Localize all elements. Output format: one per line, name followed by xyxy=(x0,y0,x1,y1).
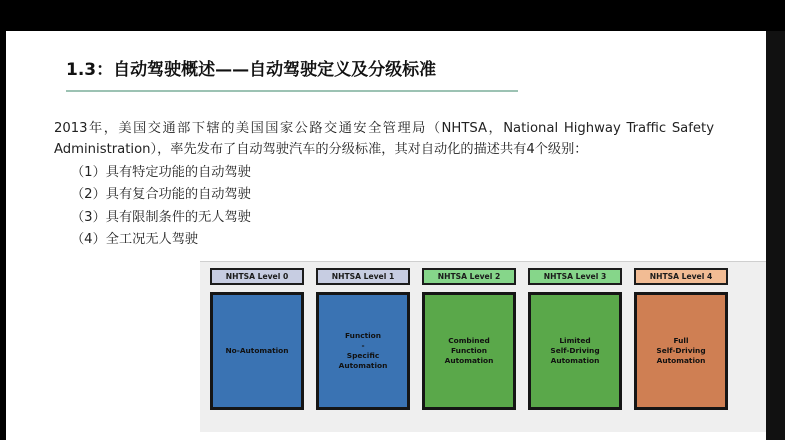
level-0-header: NHTSA Level 0 xyxy=(210,268,304,285)
level-3-header: NHTSA Level 3 xyxy=(528,268,622,285)
level-1-header: NHTSA Level 1 xyxy=(316,268,410,285)
level-1 xyxy=(316,268,410,410)
level-4 xyxy=(634,268,728,410)
list-item-3: （3）具有限制条件的无人驾驶 xyxy=(71,209,251,225)
level-4-header: NHTSA Level 4 xyxy=(634,268,728,285)
title-underline xyxy=(66,90,518,92)
level-4-box: Full Self-Driving Automation xyxy=(634,292,728,410)
list-item-4: （4）全工况无人驾驶 xyxy=(71,232,199,247)
body-text xyxy=(54,118,714,250)
list-item-2: （2）具有复合功能的自动驾驶 xyxy=(71,187,251,202)
intro-paragraph: 2013年，美国交通部下辖的美国国家公路交通安全管理局（NHTSA，National Highway Traffic Safety Administration），率先发布了自动驾驶汽车的分级标准，其对自动化的描述共有4个级别： xyxy=(54,121,714,157)
nhtsa-levels-figure xyxy=(200,261,766,432)
level-2 xyxy=(422,268,516,410)
level-2-header: NHTSA Level 2 xyxy=(422,268,516,285)
level-3-box: Limited Self-Driving Automation xyxy=(528,292,622,410)
slide-title: 1.3：自动驾驶概述——自动驾驶定义及分级标准 xyxy=(66,60,437,80)
level-2-box: Combined Function Automation xyxy=(422,292,516,410)
level-0 xyxy=(210,268,304,410)
list-item-1: （1）具有特定功能的自动驾驶 xyxy=(71,164,251,180)
level-0-box: No-Automation xyxy=(210,292,304,410)
slide xyxy=(6,31,766,440)
level-3 xyxy=(528,268,622,410)
window-edge xyxy=(766,31,785,440)
level-1-box: Function - Specific Automation xyxy=(316,292,410,410)
